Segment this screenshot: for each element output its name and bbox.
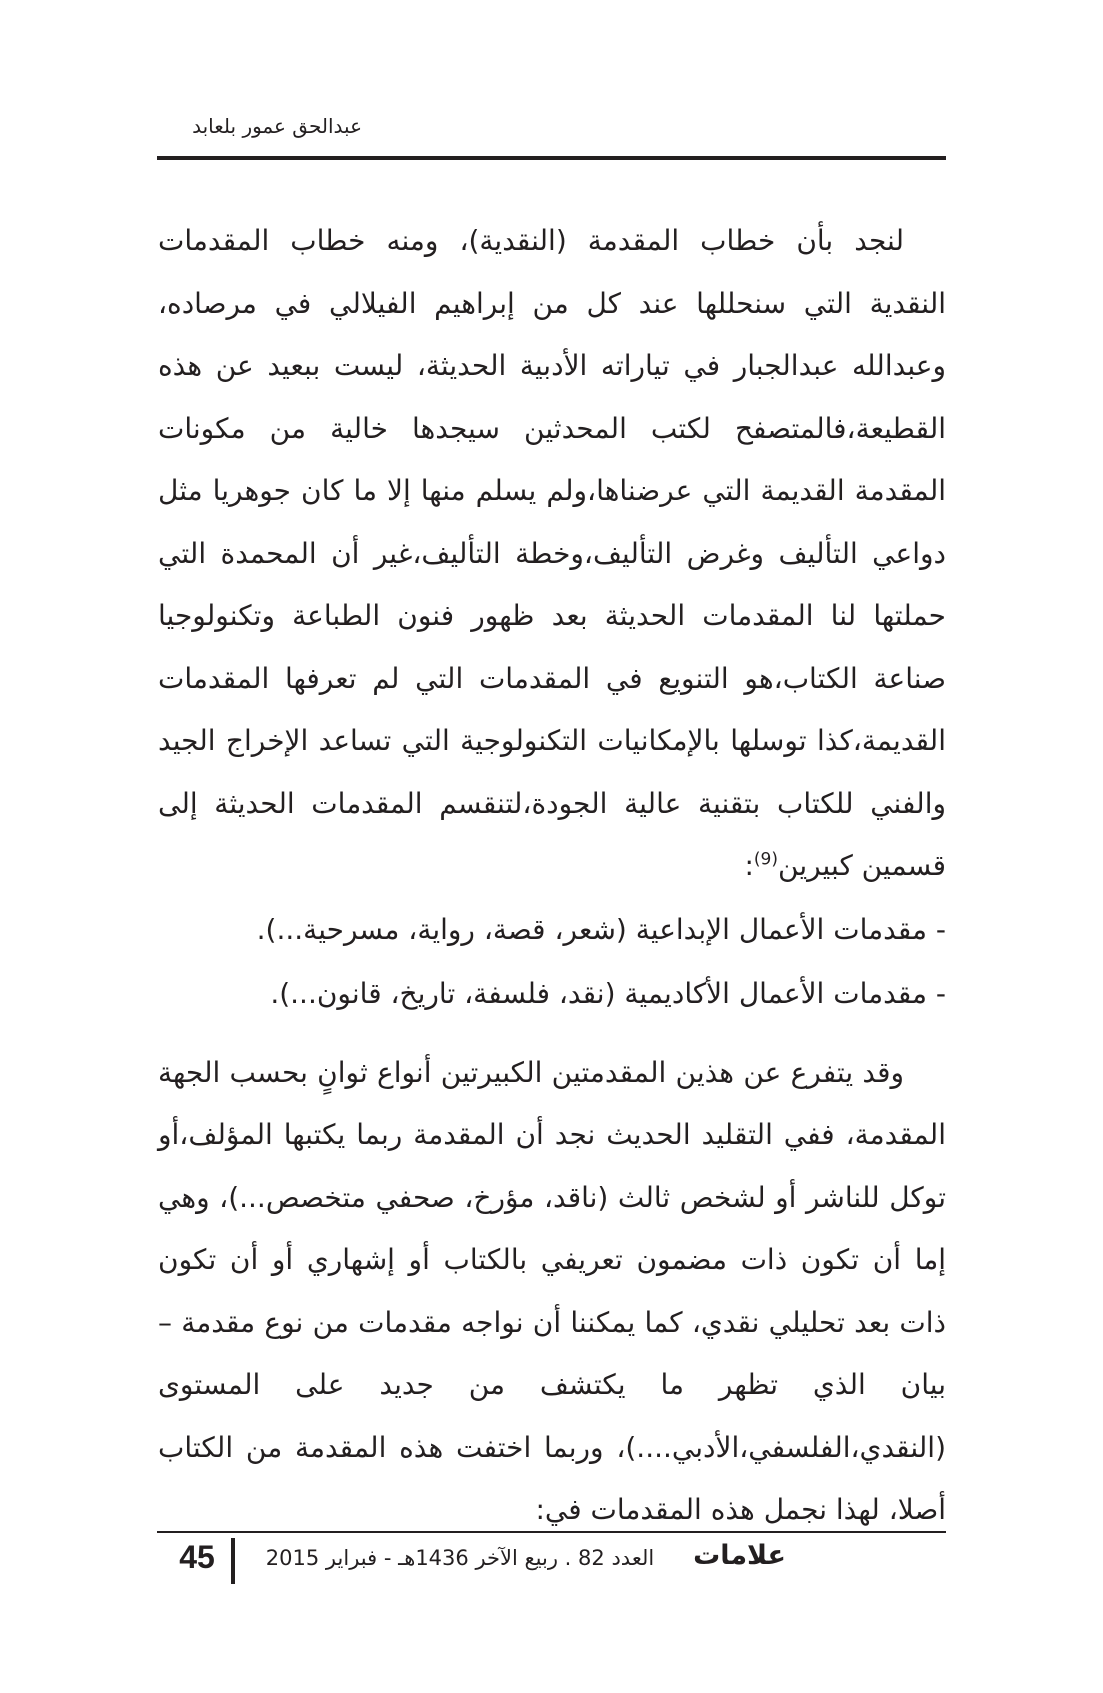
body-text [158, 210, 946, 1542]
paragraph-1-text: لنجد بأن خطاب المقدمة (النقدية)، ومنه خطاب المقدمات النقدية التي سنحللها عند كل من إبراهيم الفيلالي في مرصاده، وعبدالله عبدالجبار في تياراته الأدبية الحديثة، ليست ببعيد عن هذه القطيعة،فالمتصفح لكتب المحدثين سيجدها خالية من مكونات المقدمة القديمة التي عرضناها،ولم يسلم منها إلا ما كان جوهريا مثل دواعي التأليف وغرض التأليف،وخطة التأليف،غير أن المحمدة التي حملتها لنا المقدمات الحديثة بعد ظهور فنون الطباعة وتكنولوجيا صناعة الكتاب،هو التنويع في المقدمات التي لم تعرفها المقدمات القديمة،كذا توسلها بالإمكانيات التكنولوجية التي تساعد الإخراج الجيد والفني للكتاب بتقنية عالية الجودة،لتنقسم المقدمات الحديثة إلى قسمين كبيرين [158, 224, 946, 882]
footnote-reference[interactable]: (9) [753, 849, 778, 870]
paragraph-1-colon: : [744, 849, 754, 882]
footer-separator-bar [231, 1538, 235, 1584]
page-number: 45 [179, 1539, 215, 1575]
list-item-creative-works: - مقدمات الأعمال الإبداعية (شعر، قصة، رواية، مسرحية...). [256, 912, 946, 946]
issue-info: العدد 82 . ربيع الآخر 1436هـ - فبراير 2015 [265, 1546, 655, 1570]
list-item-academic-works: - مقدمات الأعمال الأكاديمية (نقد، فلسفة، تاريخ، قانون...). [270, 976, 946, 1010]
running-header-author: عبدالحق عمور بلعابد [192, 114, 362, 138]
journal-logo: علامات [693, 1540, 786, 1571]
paragraph-gap [158, 1026, 946, 1042]
paragraph-2: وقد يتفرع عن هذين المقدمتين الكبيرتين أنواع ثوانٍ بحسب الجهة المقدمة، ففي التقليد الحديث نجد أن المقدمة ربما يكتبها المؤلف،أو توكل للناشر أو لشخص ثالث (ناقد، مؤرخ، صحفي متخصص...)، وهي إما أن تكون ذات مضمون تعريفي بالكتاب أو إشهاري أو أن تكون ذات بعد تحليلي نقدي، كما يمكننا أن نواجه مقدمات من نوع مقدمة – بيان الذي تظهر ما يكتشف من جديد على المستوى (النقدي،الفلسفي،الأدبي....)، وربما اختفت هذه المقدمة من الكتاب أصلا، لهذا نجمل هذه المقدمات في: [158, 1055, 946, 1526]
paragraph-1 [158, 210, 946, 898]
footer-divider [157, 1531, 946, 1533]
header-divider [157, 156, 946, 160]
